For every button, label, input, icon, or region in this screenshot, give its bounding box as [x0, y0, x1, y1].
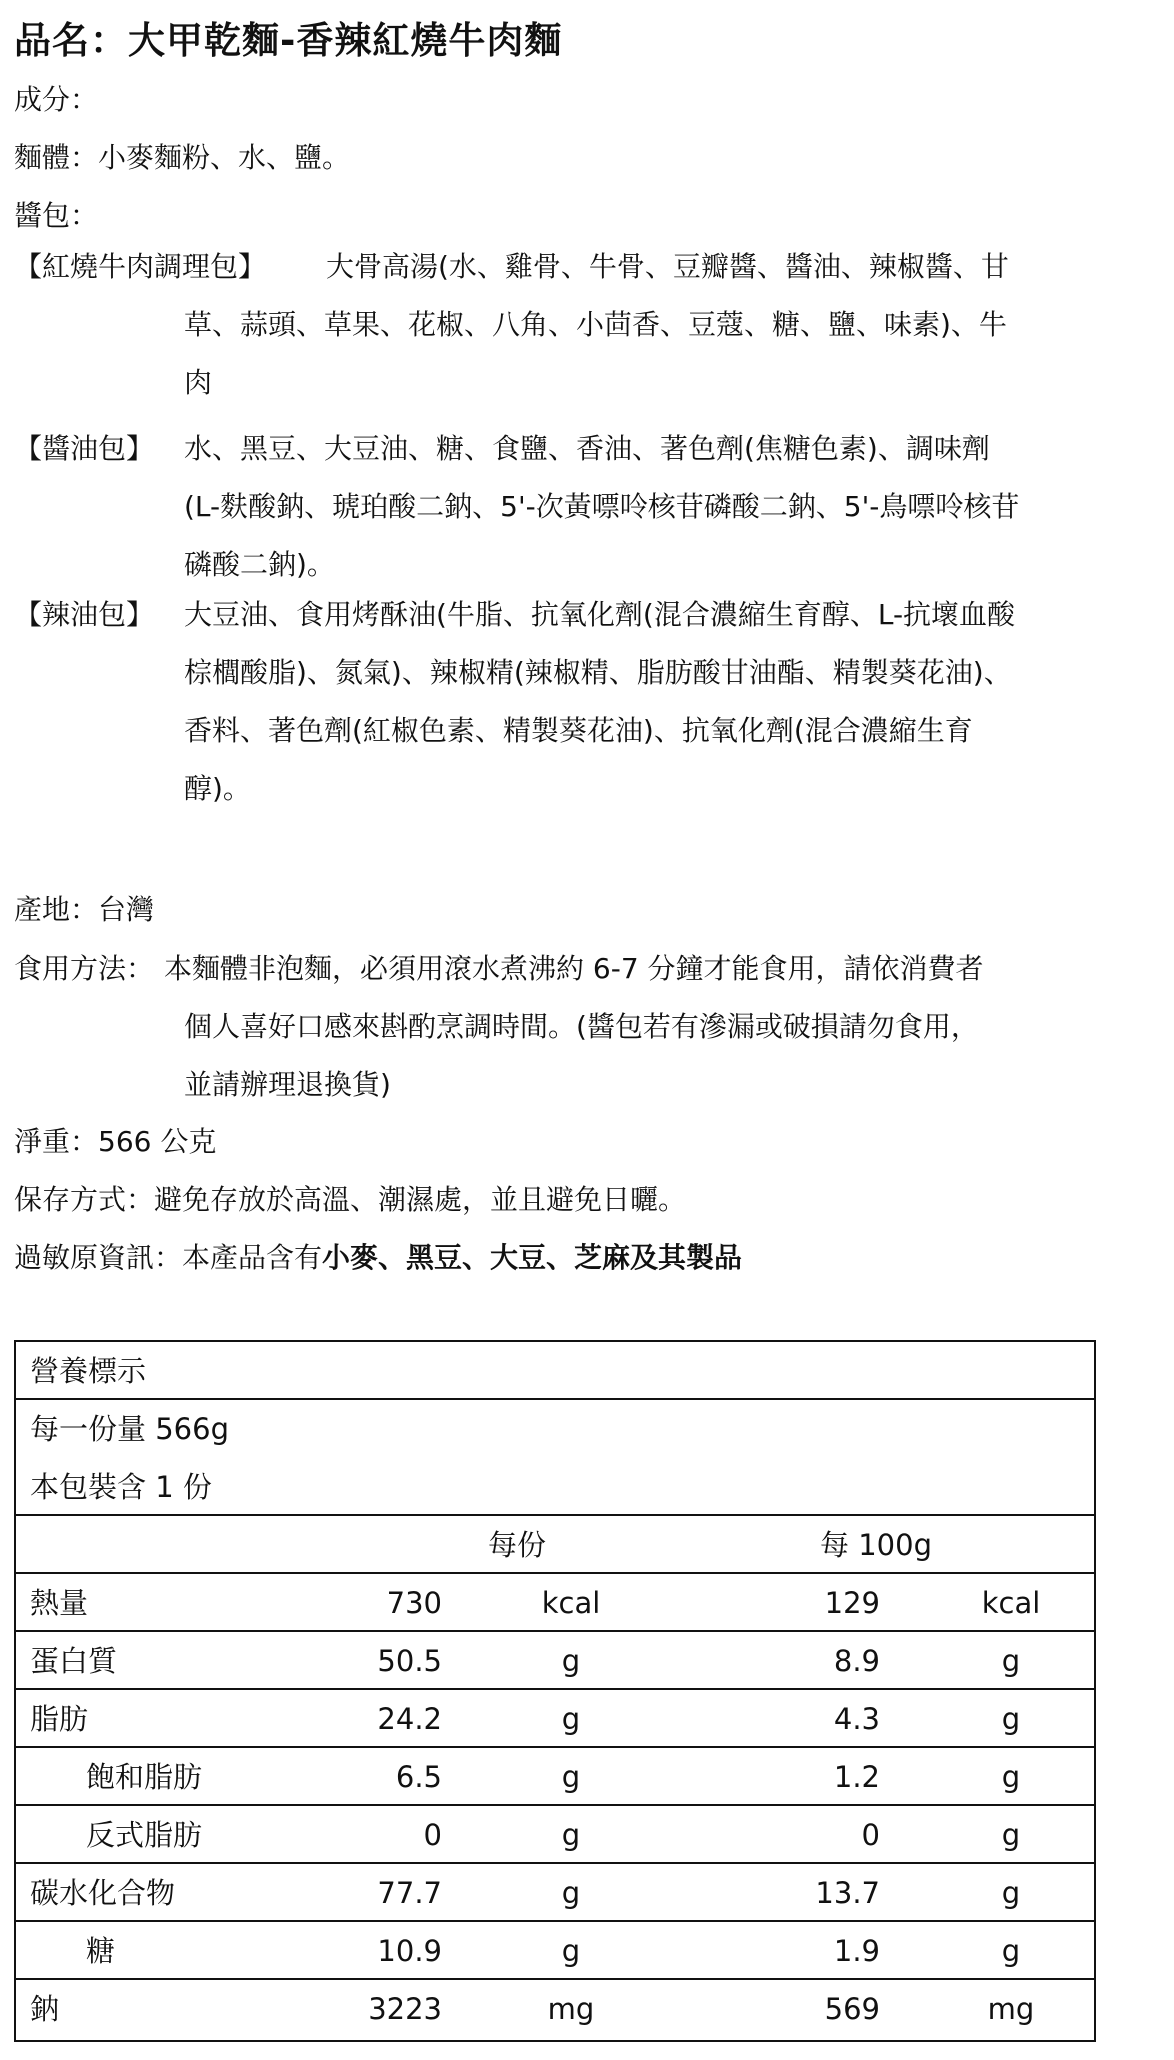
- unit-per-serving: g: [561, 1702, 581, 1736]
- nutrient-name: 碳水化合物: [30, 1876, 176, 1910]
- nutrition-title: 營養標示: [30, 1354, 147, 1388]
- packet-line: 水、黑豆、大豆油、糖、食鹽、香油、著色劑(焦糖色素)、調味劑: [184, 432, 990, 465]
- packet-line: 肉: [184, 366, 213, 399]
- value-per-100g: 13.7: [815, 1876, 880, 1910]
- servings-per-package: 本包裝含 1 份: [30, 1470, 212, 1504]
- value-per-serving: 10.9: [377, 1934, 442, 1968]
- allergen-items: 小麥、黑豆、大豆、芝麻及其製品: [322, 1241, 743, 1274]
- nutrient-name: 蛋白質: [30, 1644, 118, 1678]
- nutrient-row-fat: [16, 1690, 1094, 1748]
- unit-per-serving: g: [561, 1818, 581, 1852]
- value-per-100g: 129: [824, 1586, 880, 1620]
- usage-text: [164, 940, 1164, 1114]
- usage-line: 並請辦理退換貨): [184, 1068, 391, 1101]
- unit-per-serving: g: [561, 1644, 581, 1678]
- packet-text: [184, 586, 1164, 818]
- value-per-100g: 1.2: [833, 1760, 880, 1794]
- product-title: 品名：大甲乾麵-香辣紅燒牛肉麵: [14, 19, 563, 62]
- nutrition-title-row: [16, 1342, 1094, 1400]
- allergen-label: 過敏原資訊：本產品含有: [14, 1241, 323, 1274]
- packet-line: 大豆油、食用烤酥油(牛脂、抗氧化劑(混合濃縮生育醇、L-抗壞血酸: [184, 598, 1016, 631]
- usage-line: 個人喜好口感來斟酌烹調時間。(醬包若有滲漏或破損請勿食用，: [184, 1010, 979, 1043]
- packet-line: 醇)。: [184, 772, 251, 805]
- unit-per-100g: g: [1001, 1876, 1021, 1910]
- noodle-ingredients: 麵體：小麥麵粉、水、鹽。: [14, 141, 351, 174]
- unit-per-serving: g: [561, 1760, 581, 1794]
- unit-per-serving: mg: [547, 1992, 595, 2026]
- packet-line: 香料、著色劑(紅椒色素、精製葵花油)、抗氧化劑(混合濃縮生育: [184, 714, 973, 747]
- usage-label: 食用方法：: [14, 952, 155, 985]
- value-per-100g: 0: [861, 1818, 880, 1852]
- nutrient-name: 飽和脂肪: [86, 1760, 203, 1794]
- packet-line: (L-麩酸鈉、琥珀酸二鈉、5'-次黃嘌呤核苷磷酸二鈉、5'-鳥嘌呤核苷: [184, 490, 1020, 523]
- unit-per-serving: g: [561, 1876, 581, 1910]
- value-per-100g: 569: [824, 1992, 880, 2026]
- nutrient-row-saturated-fat: [16, 1748, 1094, 1806]
- nutrient-row-energy: [16, 1574, 1094, 1632]
- sauce-label: 醬包：: [14, 199, 99, 232]
- nutrient-name: 熱量: [30, 1586, 89, 1620]
- servings-row: [16, 1458, 1094, 1516]
- value-per-serving: 3223: [368, 1992, 442, 2026]
- packet-text: [184, 420, 1164, 594]
- packet-name: 【醬油包】: [14, 432, 155, 465]
- value-per-serving: 77.7: [377, 1876, 442, 1910]
- allergen-info: [14, 1240, 742, 1276]
- unit-per-100g: g: [1001, 1644, 1021, 1678]
- nutrient-row-trans-fat: [16, 1806, 1094, 1864]
- origin: 產地：台灣: [14, 893, 155, 926]
- value-per-100g: 1.9: [833, 1934, 880, 1968]
- net-weight: 淨重：566 公克: [14, 1125, 217, 1158]
- nutrient-name: 鈉: [30, 1992, 60, 2026]
- serving-size: 每一份量 566g: [30, 1412, 229, 1446]
- packet-soy-sauce: [14, 420, 1164, 594]
- nutrient-name: 糖: [86, 1934, 116, 1968]
- per-100g-header: 每 100g: [820, 1528, 932, 1562]
- packet-line: 大骨高湯(水、雞骨、牛骨、豆瓣醬、醬油、辣椒醬、甘: [326, 250, 1009, 283]
- nutrition-table: [14, 1340, 1096, 2042]
- unit-per-100g: mg: [987, 1992, 1035, 2026]
- per-serving-header: 每份: [487, 1528, 546, 1562]
- usage-instructions: [14, 940, 1164, 1114]
- serving-size-row: [16, 1400, 1094, 1458]
- unit-per-serving: kcal: [541, 1586, 601, 1620]
- packet-braised-beef: [14, 238, 1164, 412]
- usage-line: 本麵體非泡麵，必須用滾水煮沸約 6-7 分鐘才能食用，請依消費者: [164, 952, 984, 985]
- value-per-100g: 4.3: [833, 1702, 880, 1736]
- unit-per-serving: g: [561, 1934, 581, 1968]
- packet-text: [184, 238, 1164, 412]
- storage-method: 保存方式：避免存放於高溫、潮濕處，並且避免日曬。: [14, 1183, 687, 1216]
- packet-line: 草、蒜頭、草果、花椒、八角、小茴香、豆蔻、糖、鹽、味素)、牛: [184, 308, 1007, 341]
- packet-line: 磷酸二鈉)。: [184, 548, 335, 581]
- nutrient-name: 反式脂肪: [86, 1818, 203, 1852]
- unit-per-100g: g: [1001, 1702, 1021, 1736]
- packet-line: 棕櫚酸脂)、氮氣)、辣椒精(辣椒精、脂肪酸甘油酯、精製葵花油)、: [184, 656, 1012, 689]
- column-header-row: [16, 1516, 1094, 1574]
- nutrient-name: 脂肪: [30, 1702, 89, 1736]
- nutrient-row-sugar: [16, 1922, 1094, 1980]
- unit-per-100g: kcal: [981, 1586, 1041, 1620]
- value-per-100g: 8.9: [833, 1644, 880, 1678]
- nutrient-row-sodium: [16, 1980, 1094, 2038]
- ingredients-label: 成分：: [14, 83, 99, 116]
- nutrient-row-carbohydrate: [16, 1864, 1094, 1922]
- unit-per-100g: g: [1001, 1934, 1021, 1968]
- value-per-serving: 24.2: [377, 1702, 442, 1736]
- packet-chili-oil: [14, 586, 1164, 818]
- packet-name: 【辣油包】: [14, 598, 155, 631]
- packet-name: 【紅燒牛肉調理包】: [14, 250, 267, 283]
- value-per-serving: 50.5: [377, 1644, 442, 1678]
- unit-per-100g: g: [1001, 1760, 1021, 1794]
- value-per-serving: 0: [423, 1818, 442, 1852]
- nutrient-row-protein: [16, 1632, 1094, 1690]
- value-per-serving: 730: [386, 1586, 442, 1620]
- value-per-serving: 6.5: [395, 1760, 442, 1794]
- unit-per-100g: g: [1001, 1818, 1021, 1852]
